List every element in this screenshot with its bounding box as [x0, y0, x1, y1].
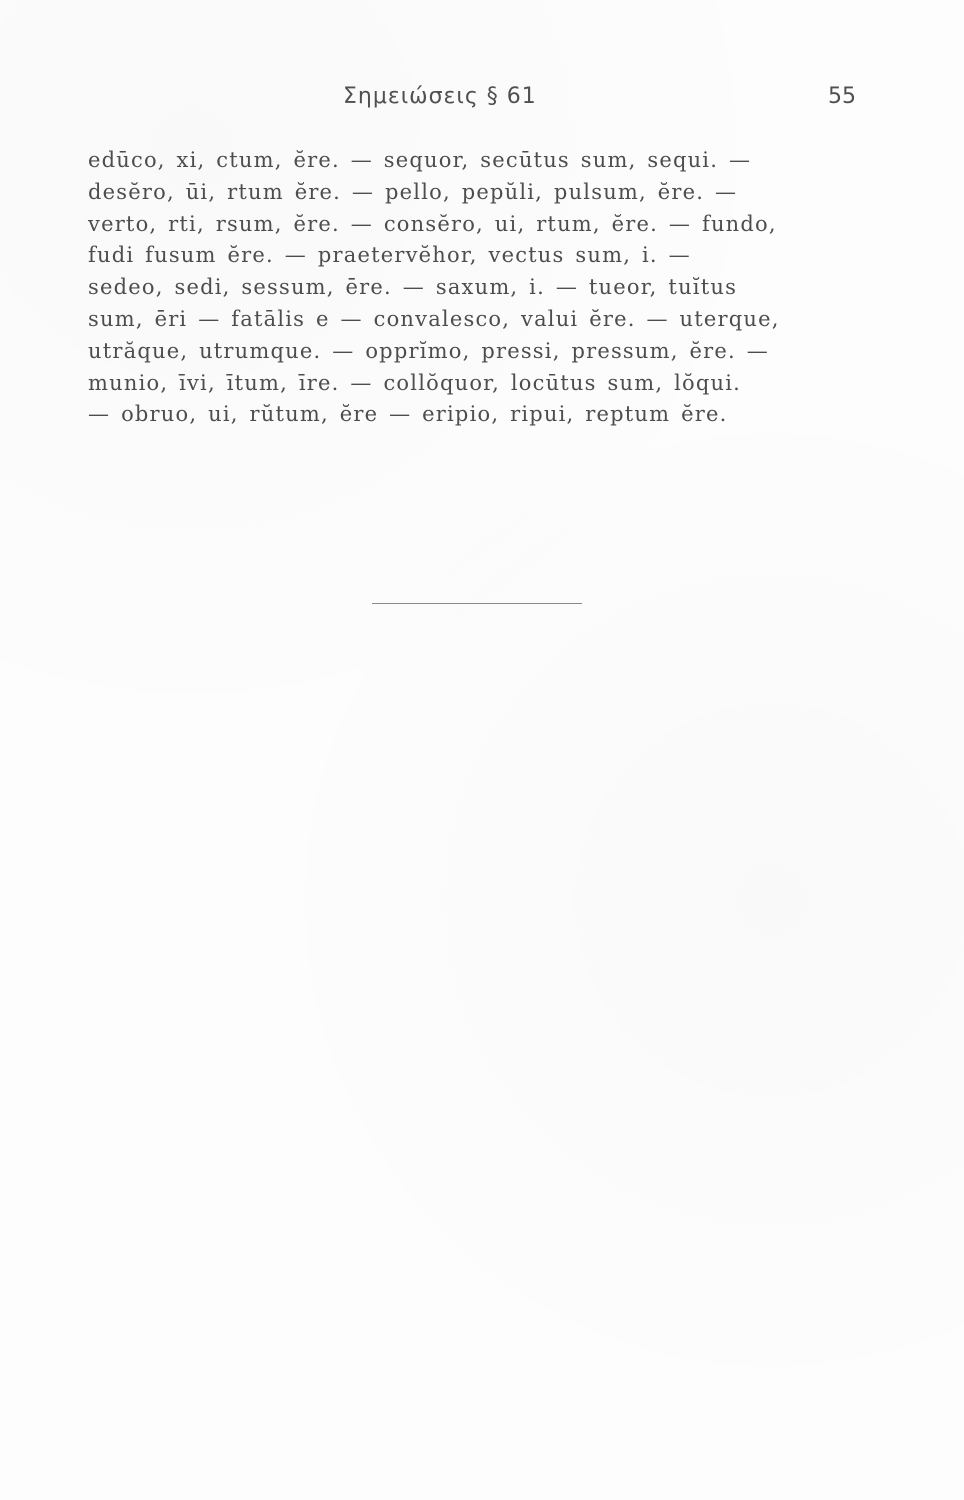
text-line: utrăque, utrumque. — opprĭmo, pressi, pressum, ĕre. — [88, 338, 769, 363]
text-line: — obruo, ui, rŭtum, ĕre — eripio, ripui, reptum ĕre. [88, 402, 728, 427]
page-number: 55 [828, 84, 856, 109]
text-line: desĕro, ūi, rtum ĕre. — pello, pepŭli, pulsum, ĕre. — [88, 179, 738, 204]
text-line: fudi fusum ĕre. — praetervĕhor, vectus sum, i. — [88, 243, 691, 268]
text-line: edūco, xi, ctum, ĕre. — sequor, secūtus sum, sequi. — [88, 148, 752, 172]
body-text [88, 145, 868, 431]
text-line: sum, ēri — fatālis e — convalesco, valui ĕre. — uterque, [88, 306, 780, 331]
text-line: verto, rti, rsum, ĕre. — consĕro, ui, rtum, ĕre. — fundo, [88, 211, 777, 236]
text-line: munio, īvi, ītum, īre. — collŏquor, locūtus sum, lŏqui. [88, 370, 741, 395]
running-head: Σημειώσεις § 61 [343, 84, 537, 109]
section-divider [372, 603, 582, 604]
text-line: sedeo, sedi, sessum, ēre. — saxum, i. — tueor, tuĭtus [88, 275, 738, 300]
